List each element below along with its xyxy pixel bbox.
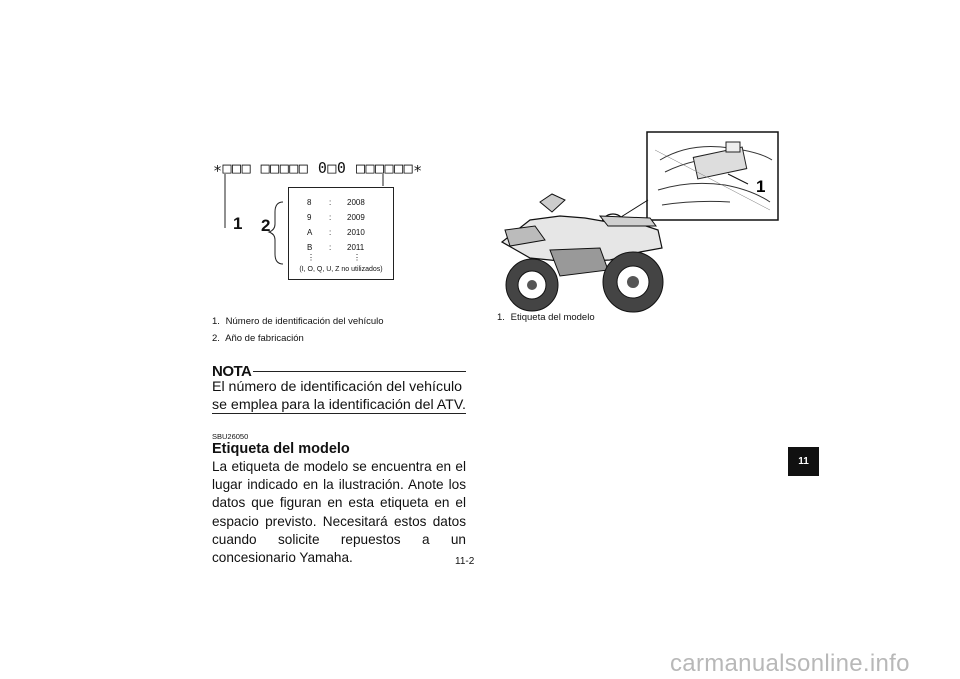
section-title: Etiqueta del modelo [212,441,350,457]
atv-drawing [490,130,790,320]
year-row: A : 2010 [307,228,365,237]
ellipsis-row: ⋮ ⋮ [307,253,361,262]
caption-year: 2. Año de fabricación [212,333,304,344]
year-row: 9 : 2009 [307,213,365,222]
section-code: SBU26050 [212,432,249,441]
nota-bottom-rule [212,413,466,414]
watermark: carmanualsonline.info [670,650,910,677]
callout-1: 1 [233,214,243,233]
caption-vin: 1. Número de identificación del vehículo [212,316,384,327]
year-row: 8 : 2008 [307,198,365,207]
unused-letters-note: (I, O, Q, U, Z no utilizados) [299,266,383,273]
nota-text: El número de identificación del vehículo se emplea para la identificación del ATV. [212,379,466,413]
vin-figure [205,150,445,280]
caption-model-label: 1. Etiqueta del modelo [497,312,595,323]
year-row: B : 2011 [307,243,365,252]
atv-callout-1: 1 [756,177,766,196]
chapter-tab: 11 [788,447,819,476]
section-body: La etiqueta de modelo se encuentra en el lugar indicado en la ilustración. Anote los datos que figuran en esta etiqueta en el espacio previsto. Necesitará estos datos cuando solicite repuestos a un concesionario Yamaha. [212,459,466,566]
atv-illustration [490,130,790,320]
vin-string: ∗□□□ □□□□□ 0□0 □□□□□□∗ [213,159,423,177]
page-number: 11-2 [455,556,475,567]
nota-heading: NOTA [212,363,252,380]
year-code-box [288,187,394,280]
nota-top-rule [253,371,466,372]
callout-2: 2 [261,216,271,235]
